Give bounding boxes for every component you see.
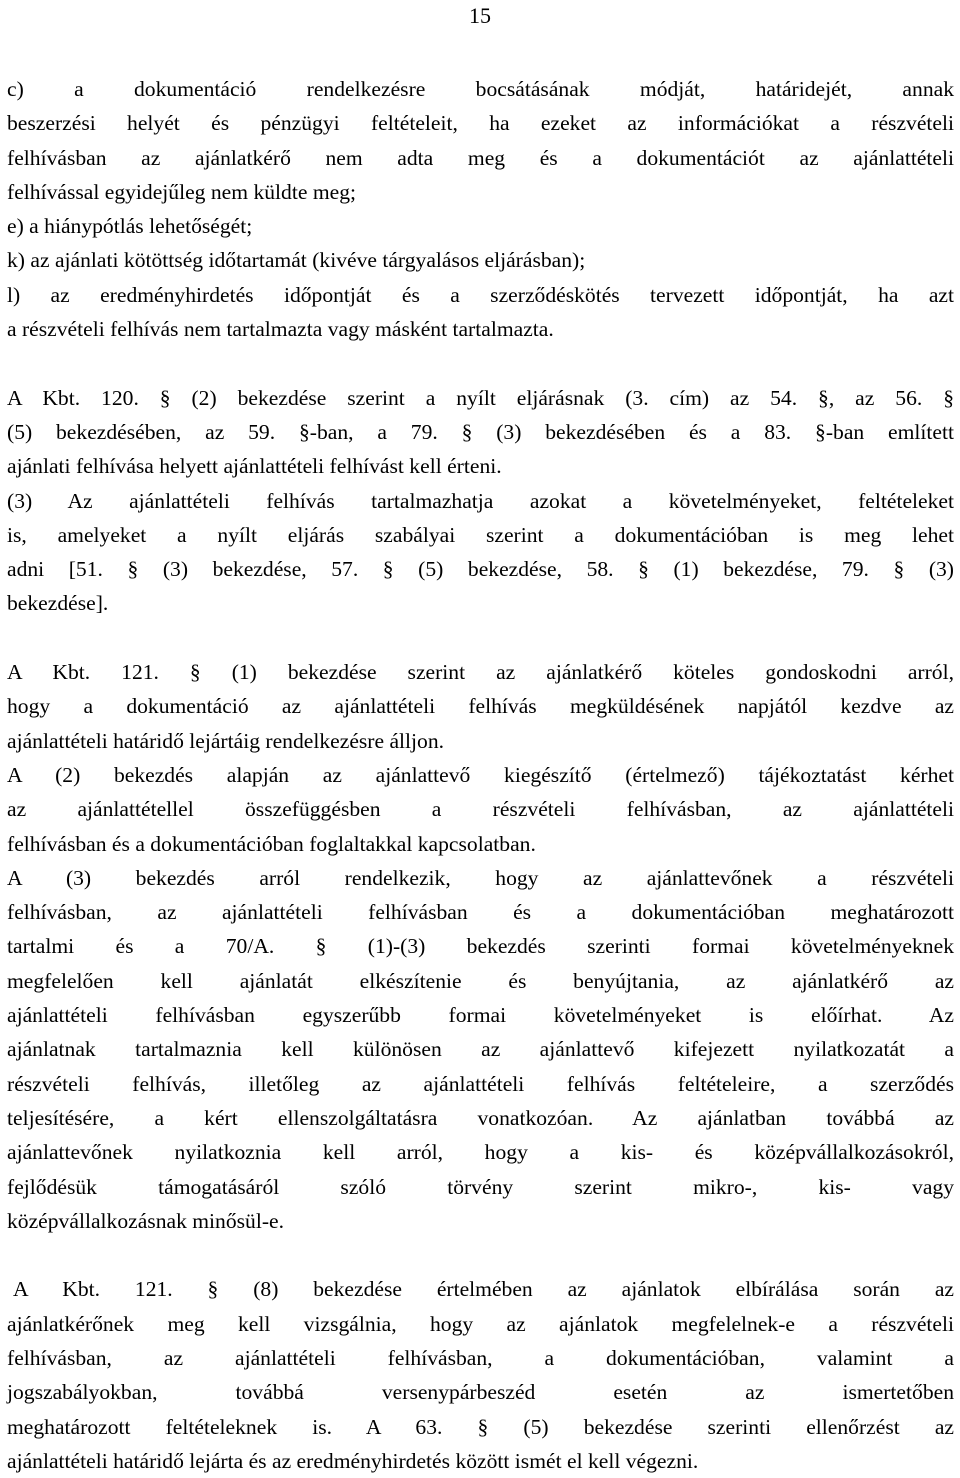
- text-line: ajánlati felhívása helyett ajánlattételi felhívást kell érteni.: [7, 454, 502, 479]
- text-line: adni [51. § (3) bekezdése, 57. § (5) bekezdése, 58. § (1) bekezdése, 79. § (3): [7, 557, 954, 582]
- text-line: felhívással egyidejűleg nem küldte meg;: [7, 179, 357, 204]
- text-line: részvételi felhívás, illetőleg az ajánlattételi felhívás feltételeire, a szerződés: [7, 1071, 954, 1096]
- paragraph-gap: [7, 621, 954, 655]
- text-line: A Kbt. 121. § (1) bekezdése szerint az ajánlatkérő köteles gondoskodni arról,: [7, 660, 954, 685]
- page-number: 15: [469, 3, 491, 28]
- text-line: teljesítésére, a kért ellenszolgáltatásra vonatkozóan. Az ajánlatban továbbá az: [7, 1105, 954, 1130]
- text-line: felhívásban, az ajánlattételi felhívásban, a dokumentációban, valamint a: [7, 1345, 954, 1370]
- text-line: hogy a dokumentáció az ajánlattételi felhívás megküldésének napjától kezdve az: [7, 694, 954, 719]
- text-line: középvállalkozásnak minősül-e.: [7, 1208, 285, 1233]
- document-body: [7, 72, 954, 1478]
- text-line: felhívásban és a dokumentációban foglaltakkal kapcsolatban.: [7, 831, 536, 856]
- text-line: meghatározott feltételeknek is. A 63. § (5) bekezdése szerinti ellenőrzést az: [7, 1414, 954, 1439]
- text-line: beszerzési helyét és pénzügyi feltételeit, ha ezeket az információkat a részvételi: [7, 111, 954, 136]
- text-line: ajánlatkérőnek meg kell vizsgálnia, hogy az ajánlatok megfelelnek-e a részvételi: [7, 1311, 954, 1336]
- text-line: bekezdése].: [7, 591, 109, 616]
- paragraph-gap: [7, 346, 954, 380]
- text-line: (5) bekezdésében, az 59. §-ban, a 79. § (3) bekezdésében és a 83. §-ban említett: [7, 419, 954, 444]
- text-line: fejlődésük támogatásáról szóló törvény szerint mikro-, kis- vagy: [7, 1174, 954, 1199]
- text-line: ajánlattevőnek nyilatkoznia kell arról, hogy a kis- és középvállalkozásokról,: [7, 1140, 954, 1165]
- text-line: a részvételi felhívás nem tartalmazta vagy másként tartalmazta.: [7, 317, 554, 342]
- text-line: e) a hiánypótlás lehetőségét;: [7, 214, 253, 239]
- text-line: tartalmi és a 70/A. § (1)-(3) bekezdés szerinti formai követelményeknek: [7, 934, 954, 959]
- text-line: c) a dokumentáció rendelkezésre bocsátásának módját, határidejét, annak: [7, 77, 954, 101]
- text-line: az ajánlattétellel összefüggésben a részvételi felhívásban, az ajánlattételi: [7, 797, 954, 822]
- text-line: A Kbt. 120. § (2) bekezdése szerint a nyílt eljárásnak (3. cím) az 54. §, az 56. §: [7, 385, 954, 410]
- paragraph-gap: [7, 1238, 954, 1272]
- text-line: felhívásban, az ajánlattételi felhívásban és a dokumentációban meghatározott: [7, 900, 954, 925]
- text-line: (3) Az ajánlattételi felhívás tartalmazhatja azokat a követelményeket, feltételeket: [7, 488, 954, 513]
- text-line: A Kbt. 121. § (8) bekezdése értelmében az ajánlatok elbírálása során az: [13, 1277, 954, 1302]
- text-line: ajánlattételi határidő lejártáig rendelkezésre álljon.: [7, 728, 445, 753]
- text-line: is, amelyeket a nyílt eljárás szabályai szerint a dokumentációban is meg lehet: [7, 522, 954, 547]
- text-line: ajánlattételi határidő lejárta és az eredményhirdetés között ismét el kell végezni.: [7, 1448, 699, 1473]
- text-line: megfelelően kell ajánlatát elkészítenie és benyújtania, az ajánlatkérő az: [7, 968, 954, 993]
- text-line: ajánlatnak tartalmaznia kell különösen az ajánlattevő kifejezett nyilatkozatát a: [7, 1037, 954, 1062]
- text-line: l) az eredményhirdetés időpontját és a szerződéskötés tervezett időpontját, ha azt: [7, 282, 954, 307]
- text-line: felhívásban az ajánlatkérő nem adta meg és a dokumentációt az ajánlattételi: [7, 145, 954, 170]
- text-line: jogszabályokban, továbbá versenypárbeszéd esetén az ismertetőben: [7, 1380, 954, 1405]
- text-line: A (3) bekezdés arról rendelkezik, hogy az ajánlattevőnek a részvételi: [7, 865, 954, 890]
- text-line: ajánlattételi felhívásban egyszerűbb formai követelményeket is előírhat. Az: [7, 1003, 954, 1028]
- text-line: k) az ajánlati kötöttség időtartamát (kivéve tárgyalásos eljárásban);: [7, 248, 586, 273]
- text-line: A (2) bekezdés alapján az ajánlattevő kiegészítő (értelmező) tájékoztatást kérhet: [7, 762, 954, 787]
